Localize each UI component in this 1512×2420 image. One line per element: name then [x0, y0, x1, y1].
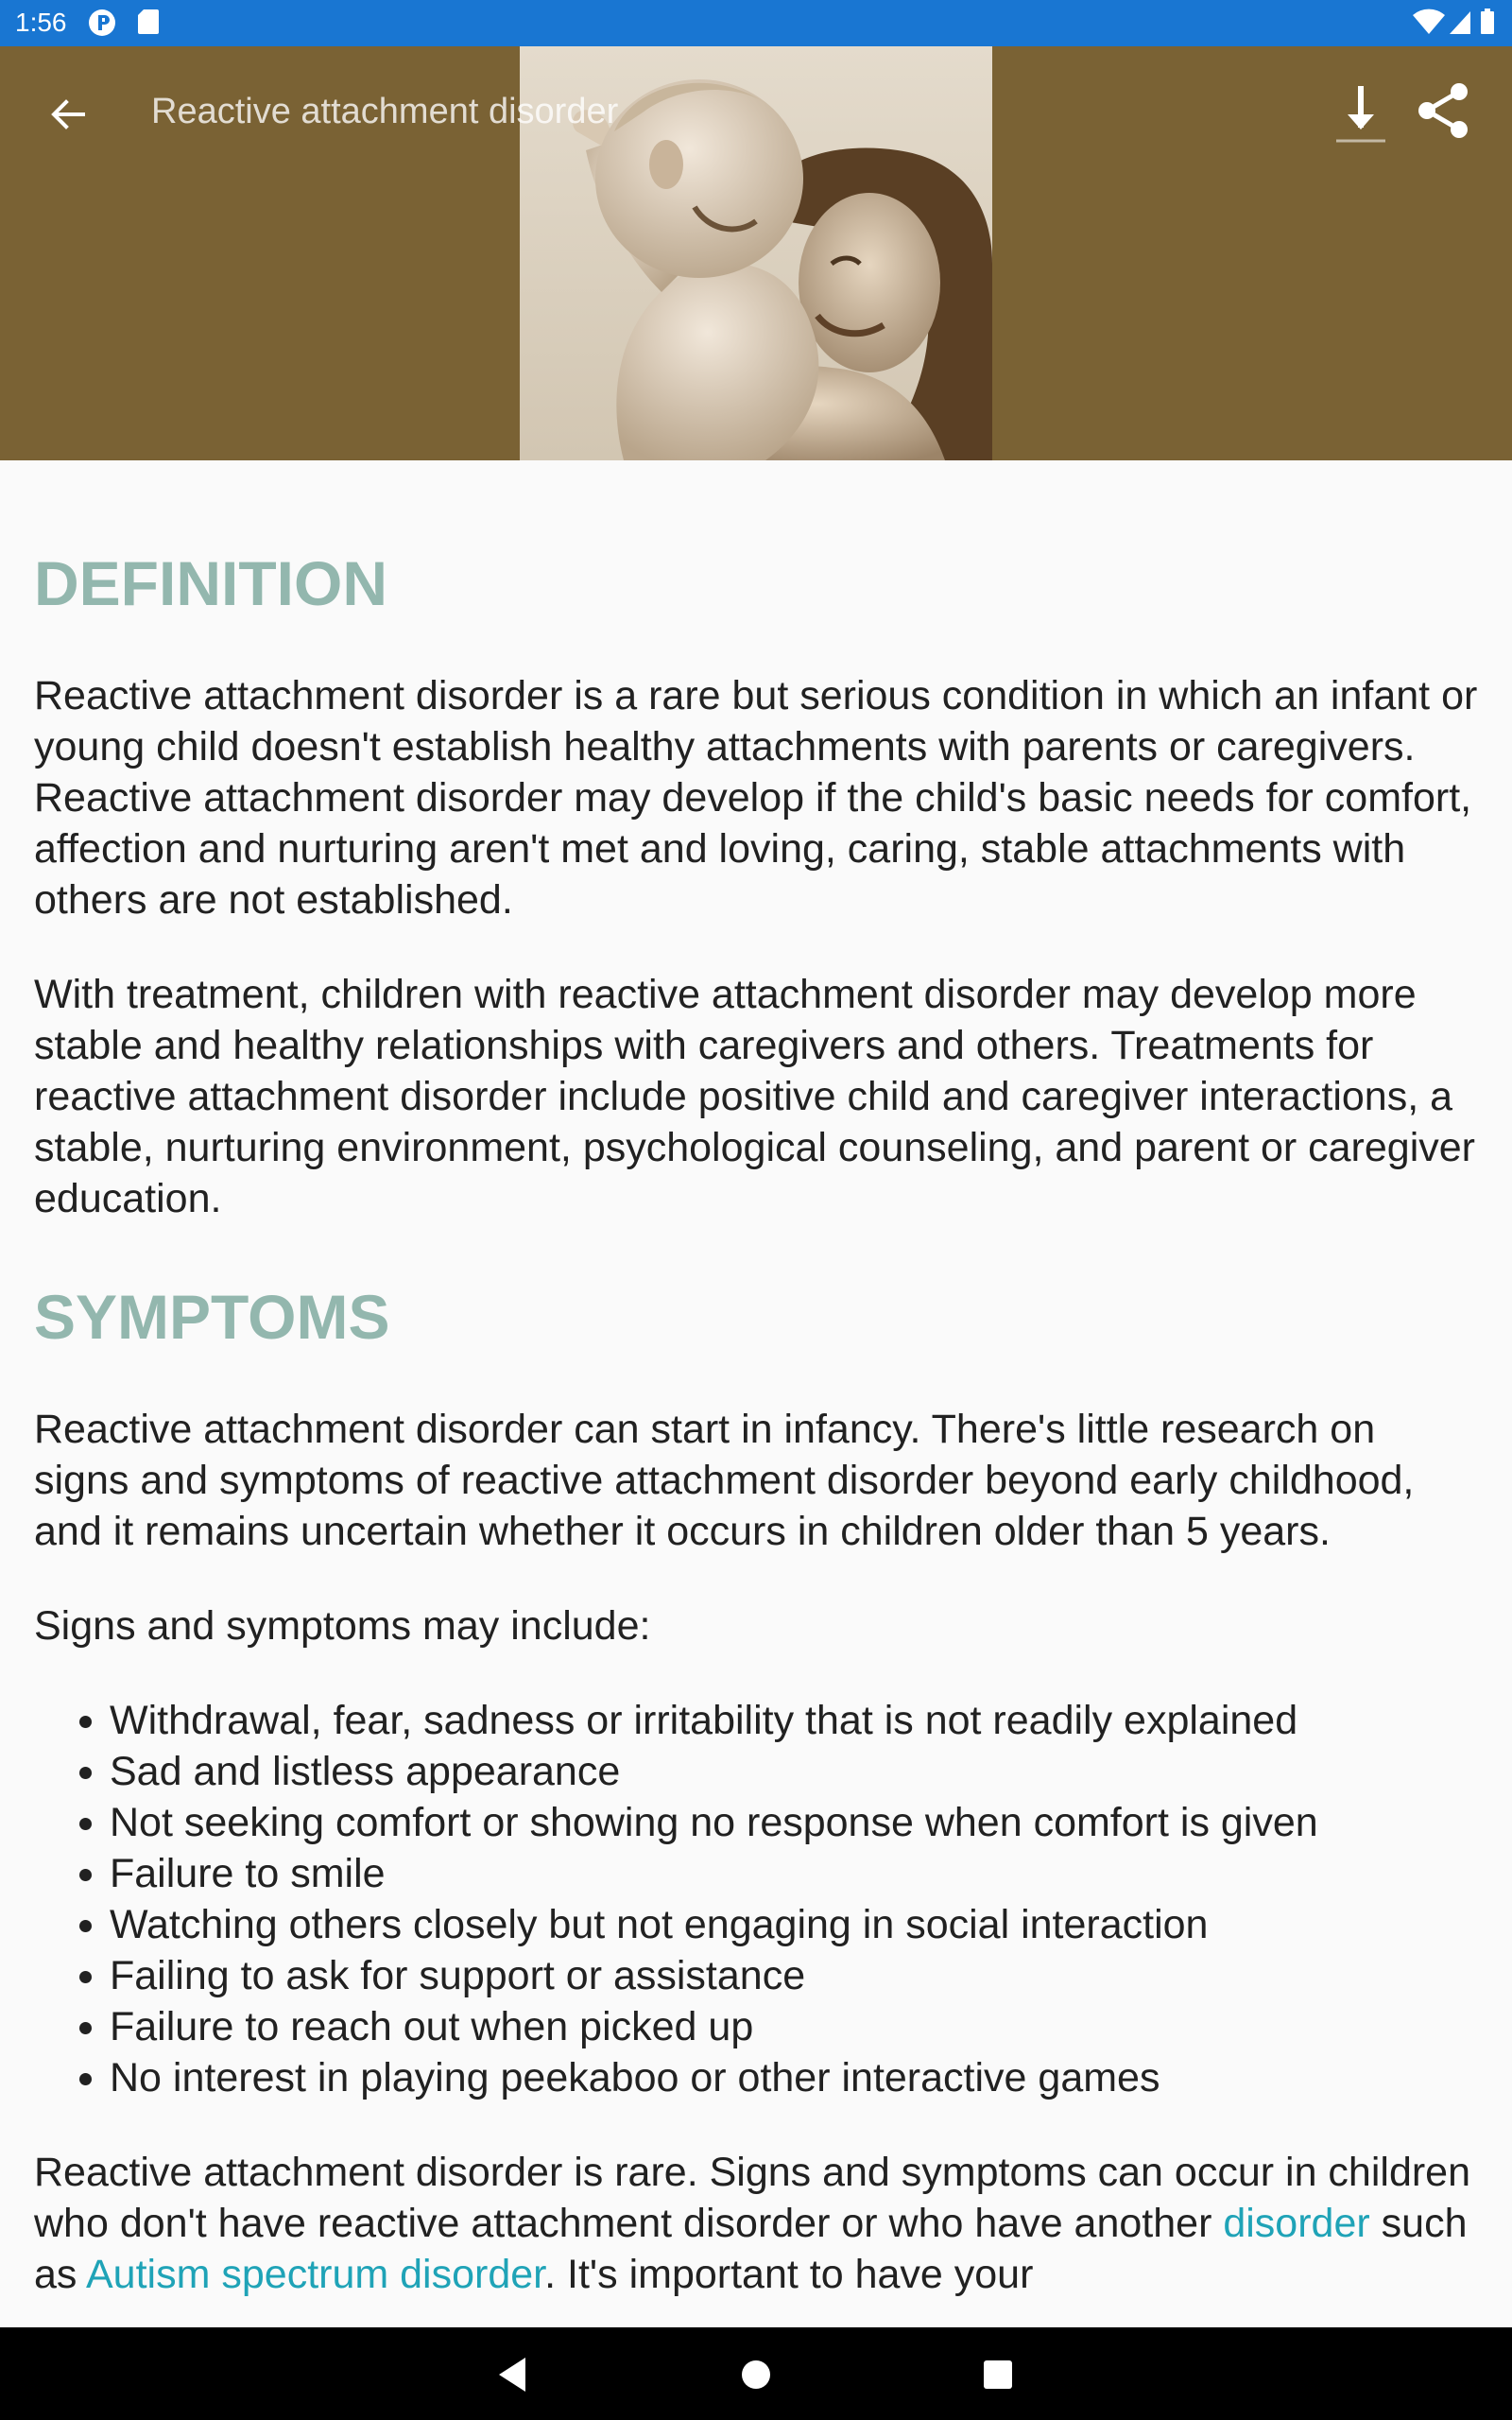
app-bar [0, 46, 1512, 460]
signal-icon [1448, 8, 1472, 36]
share-button[interactable] [1414, 80, 1474, 141]
navigation-bar [0, 2327, 1512, 2420]
page-title: Reactive attachment disorder [151, 92, 619, 131]
nav-home-button[interactable] [728, 2346, 784, 2403]
share-icon [1418, 83, 1468, 138]
list-item: • Watching others closely but not engaging in social interaction [110, 1899, 1478, 1950]
nav-recents-button[interactable] [970, 2346, 1026, 2403]
article-content[interactable] [0, 460, 1512, 2327]
back-triangle-icon [499, 2358, 525, 2392]
article [0, 460, 1512, 2300]
sd-card-icon [136, 8, 161, 36]
home-circle-icon [742, 2360, 770, 2389]
symptoms-closing-paragraph [34, 2147, 1478, 2300]
back-button[interactable] [40, 86, 96, 143]
list-item: • Sad and listless appearance [110, 1746, 1478, 1797]
notification-p-icon [87, 8, 119, 38]
wifi-icon [1412, 8, 1446, 36]
closing-text-middle: such as [34, 2201, 1468, 2297]
definition-heading: DEFINITION [34, 548, 387, 618]
autism-spectrum-disorder-link[interactable]: Autism spectrum disorder [86, 2252, 545, 2297]
list-item: • Failure to smile [110, 1848, 1478, 1899]
download-button[interactable] [1332, 78, 1389, 154]
list-item: • Withdrawal, fear, sadness or irritability that is not readily explained [110, 1695, 1478, 1746]
symptoms-intro: Reactive attachment disorder can start in infancy. There's little research on signs and symptoms of reactive attachment disorder beyond early childhood, and it remains uncertain whether it occurs in children older than 5 years. [34, 1407, 1415, 1554]
definition-paragraph-2: With treatment, children with reactive attachment disorder may develop more stable and healthy relationships with caregivers and others. Treatments for reactive attachment disorder include positive child and caregiver interactions, a stable, nurturing environment, psychological counseling, and parent or caregiver education. [34, 972, 1475, 1221]
list-item: • Failing to ask for support or assistance [110, 1950, 1478, 2001]
disorder-link[interactable]: disorder [1223, 2201, 1370, 2246]
status-bar [0, 0, 1512, 46]
back-arrow-icon [54, 102, 83, 127]
symptoms-heading: SYMPTOMS [34, 1282, 390, 1352]
symptom-list [34, 1695, 1478, 2103]
list-item: • No interest in playing peekaboo or other interactive games [110, 2052, 1478, 2103]
definition-paragraph-1: Reactive attachment disorder is a rare but serious condition in which an infant or young child doesn't establish healthy attachments with parents or caregivers. Reactive attachment disorder may develop if the child's basic needs for comfort, affection and nurturing aren't met and loving, caring, stable attachments with others are not established. [34, 673, 1478, 923]
recents-square-icon [984, 2360, 1012, 2389]
status-time: 1:56 [15, 8, 67, 37]
closing-text-before: Reactive attachment disorder is rare. Signs and symptoms can occur in children who don't have reactive attachment disorder or who have another [34, 2150, 1471, 2246]
list-item: • Failure to reach out when picked up [110, 2001, 1478, 2052]
symptoms-list-intro: Signs and symptoms may include: [34, 1603, 651, 1649]
battery-icon [1480, 8, 1495, 36]
download-icon [1336, 86, 1385, 141]
nav-back-button[interactable] [484, 2346, 541, 2403]
list-item: • Not seeking comfort or showing no response when comfort is given [110, 1797, 1478, 1848]
closing-text-after: . It's important to have your [544, 2252, 1034, 2297]
